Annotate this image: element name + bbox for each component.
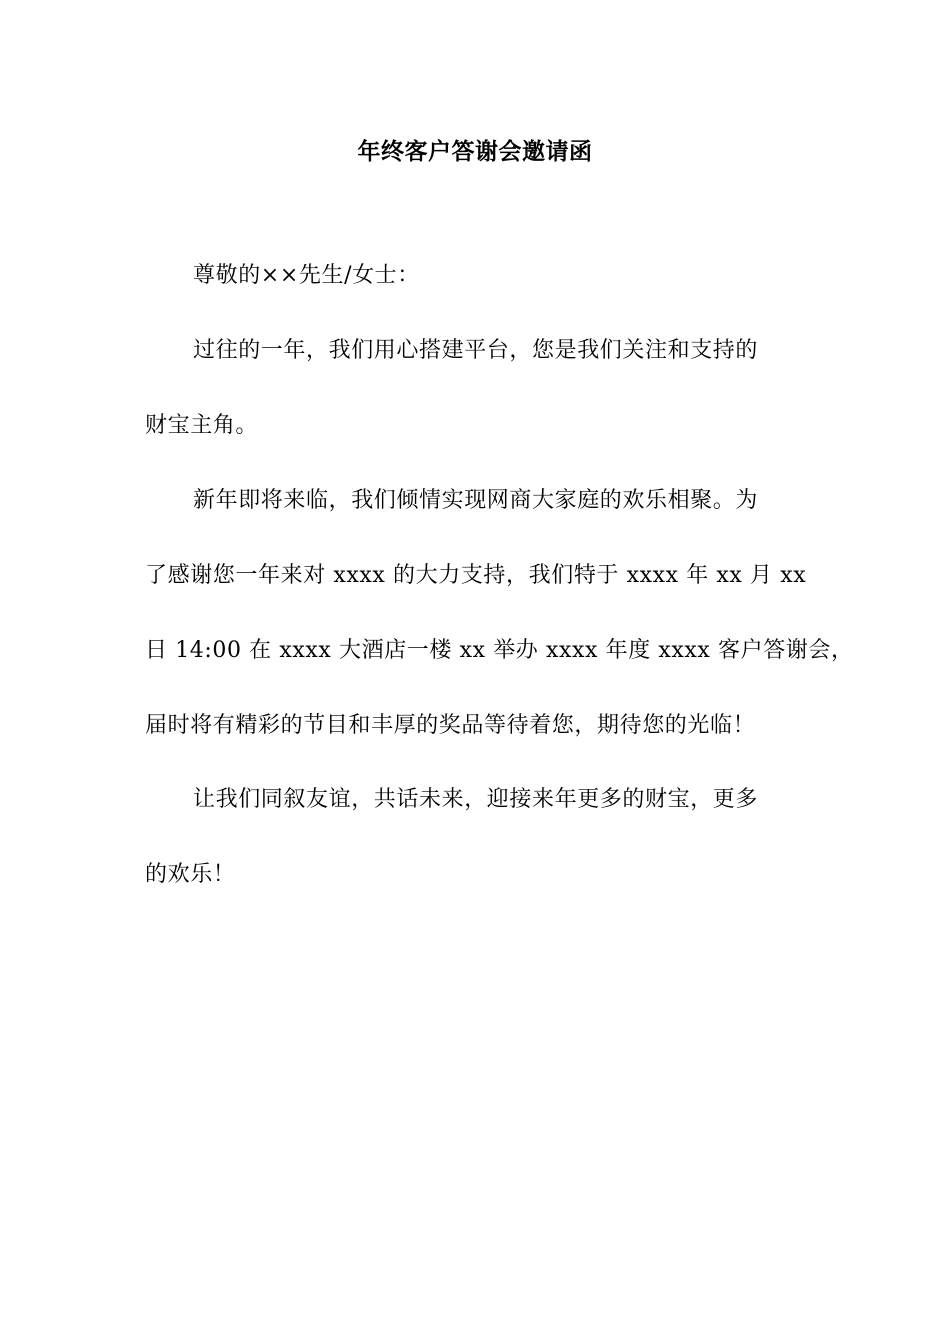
paragraph-3-line-2: 的欢乐！ [145,862,236,887]
salutation: 尊敬的××先生/女士： [193,263,420,288]
paragraph-1-line-1: 过往的一年，我们用心搭建平台，您是我们关注和支持的 [193,338,759,363]
paragraph-3-line-1: 让我们同叙友谊，共话未来，迎接来年更多的财宝，更多 [193,787,759,812]
paragraph-2-line-4: 届时将有精彩的节目和丰厚的奖品等待着您，期待您的光临！ [145,713,756,738]
paragraph-2-line-3: 日 14:00 在 xxxx 大酒店一楼 xx 举办 xxxx 年度 xxxx 客户答谢会， [145,638,854,663]
paragraph-1-line-2: 财宝主角。 [145,413,259,438]
document-title: 年终客户答谢会邀请函 [357,139,593,165]
paragraph-2-line-1: 新年即将来临，我们倾情实现网商大家庭的欢乐相聚。为 [193,488,759,513]
paragraph-2-line-2: 了感谢您一年来对 xxxx 的大力支持，我们特于 xxxx 年 xx 月 xx [145,563,807,588]
